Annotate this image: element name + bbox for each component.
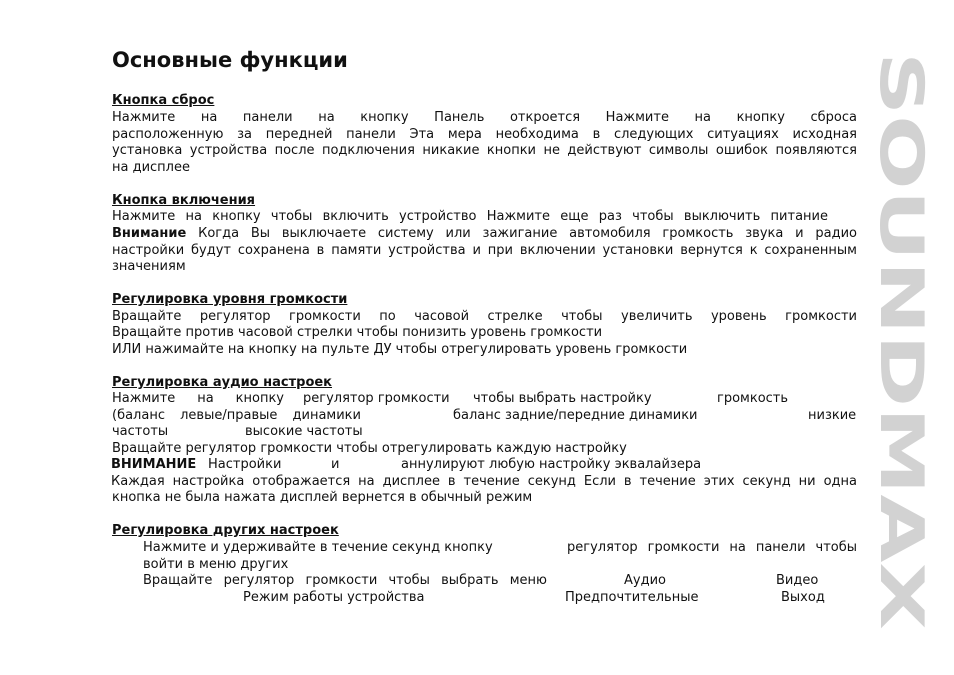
other-line-4c: Выход [781, 590, 825, 605]
other-line-4a: Режим работы устройства [243, 590, 425, 605]
volume-line-2: Вращайте против часовой стрелки чтобы понизить уровень громкости [112, 325, 603, 340]
power-line-1: Нажмите на кнопку чтобы включить устройство Нажмите еще раз чтобы выключить питание [112, 209, 828, 224]
page-title: Основные функции [112, 48, 348, 72]
brand-logo [866, 52, 936, 632]
other-line-3a: Вращайте регулятор громкости чтобы выбрать меню [143, 573, 547, 588]
power-heading: Кнопка включения [112, 193, 256, 208]
other-line-1a: Нажмите и удерживайте в течение секунд кнопку [143, 540, 493, 555]
brand-text: SOUNDMAX [866, 52, 936, 448]
audio-line-5a: Настройки [208, 457, 282, 472]
audio-line-2a: (баланс левые/правые динамики [112, 408, 361, 423]
volume-heading: Регулировка уровня громкости [112, 292, 348, 307]
power-warning-label: Внимание [112, 226, 187, 241]
audio-line-4: Вращайте регулятор громкости чтобы отрегулировать каждую настройку [112, 441, 627, 456]
other-line-3c: Видео [776, 573, 819, 588]
volume-line-3: ИЛИ нажимайте на кнопку на пульте ДУ чтобы отрегулировать уровень громкости [112, 342, 688, 357]
audio-line-1b: регулятор громкости [303, 391, 450, 406]
audio-line-1a: Нажмите на кнопку [112, 391, 284, 406]
reset-line-4: на дисплее [112, 160, 190, 175]
reset-line-2: расположенную за передней панели Эта мера необходима в следующих ситуациях исходная [112, 127, 857, 142]
reset-heading: Кнопка сброс [112, 93, 215, 108]
audio-heading: Регулировка аудио настроек [112, 375, 333, 390]
audio-line-1d: громкость [717, 391, 789, 406]
other-line-2: войти в меню других [143, 557, 289, 572]
other-line-1b: регулятор громкости на панели чтобы [567, 540, 857, 555]
brand-logo-vertical [866, 52, 936, 632]
audio-line-3b: высокие частоты [245, 424, 363, 439]
audio-warning-label: ВНИМАНИЕ [111, 457, 197, 472]
other-line-3b: Аудио [624, 573, 666, 588]
audio-line-7: кнопка не была нажата дисплей вернется в обычный режим [112, 490, 533, 505]
reset-line-1: Нажмите на панели на кнопку Панель откроется Нажмите на кнопку сброса [112, 110, 857, 125]
reset-line-3: установка устройства после подключения никакие кнопки не действуют символы ошибок появляются [112, 143, 857, 158]
audio-line-3a: частоты [112, 424, 169, 439]
power-line-4: значениям [112, 259, 186, 274]
power-line-2 [112, 225, 857, 242]
power-line-3: настройки будут сохранена в памяти устройства и при включении установки вернутся к сохраненным [112, 243, 857, 258]
audio-line-5b: и [331, 457, 340, 472]
audio-line-1c: чтобы выбрать настройку [473, 391, 652, 406]
audio-line-5c: аннулируют любую настройку эквалайзера [401, 457, 702, 472]
audio-line-2c: низкие [808, 408, 857, 423]
volume-line-1: Вращайте регулятор громкости по часовой стрелке чтобы увеличить уровень громкости [112, 309, 857, 324]
other-heading: Регулировка других настроек [112, 523, 339, 538]
audio-line-2b: баланс задние/передние динамики [453, 408, 698, 423]
power-warning-text: Когда Вы выключаете систему или зажигание автомобиля громкость звука и радио [186, 226, 857, 241]
other-line-4b: Предпочтительные [565, 590, 699, 605]
audio-line-6: Каждая настройка отображается на дисплее в течение секунд Если в течение этих секунд ни одна [111, 474, 857, 489]
